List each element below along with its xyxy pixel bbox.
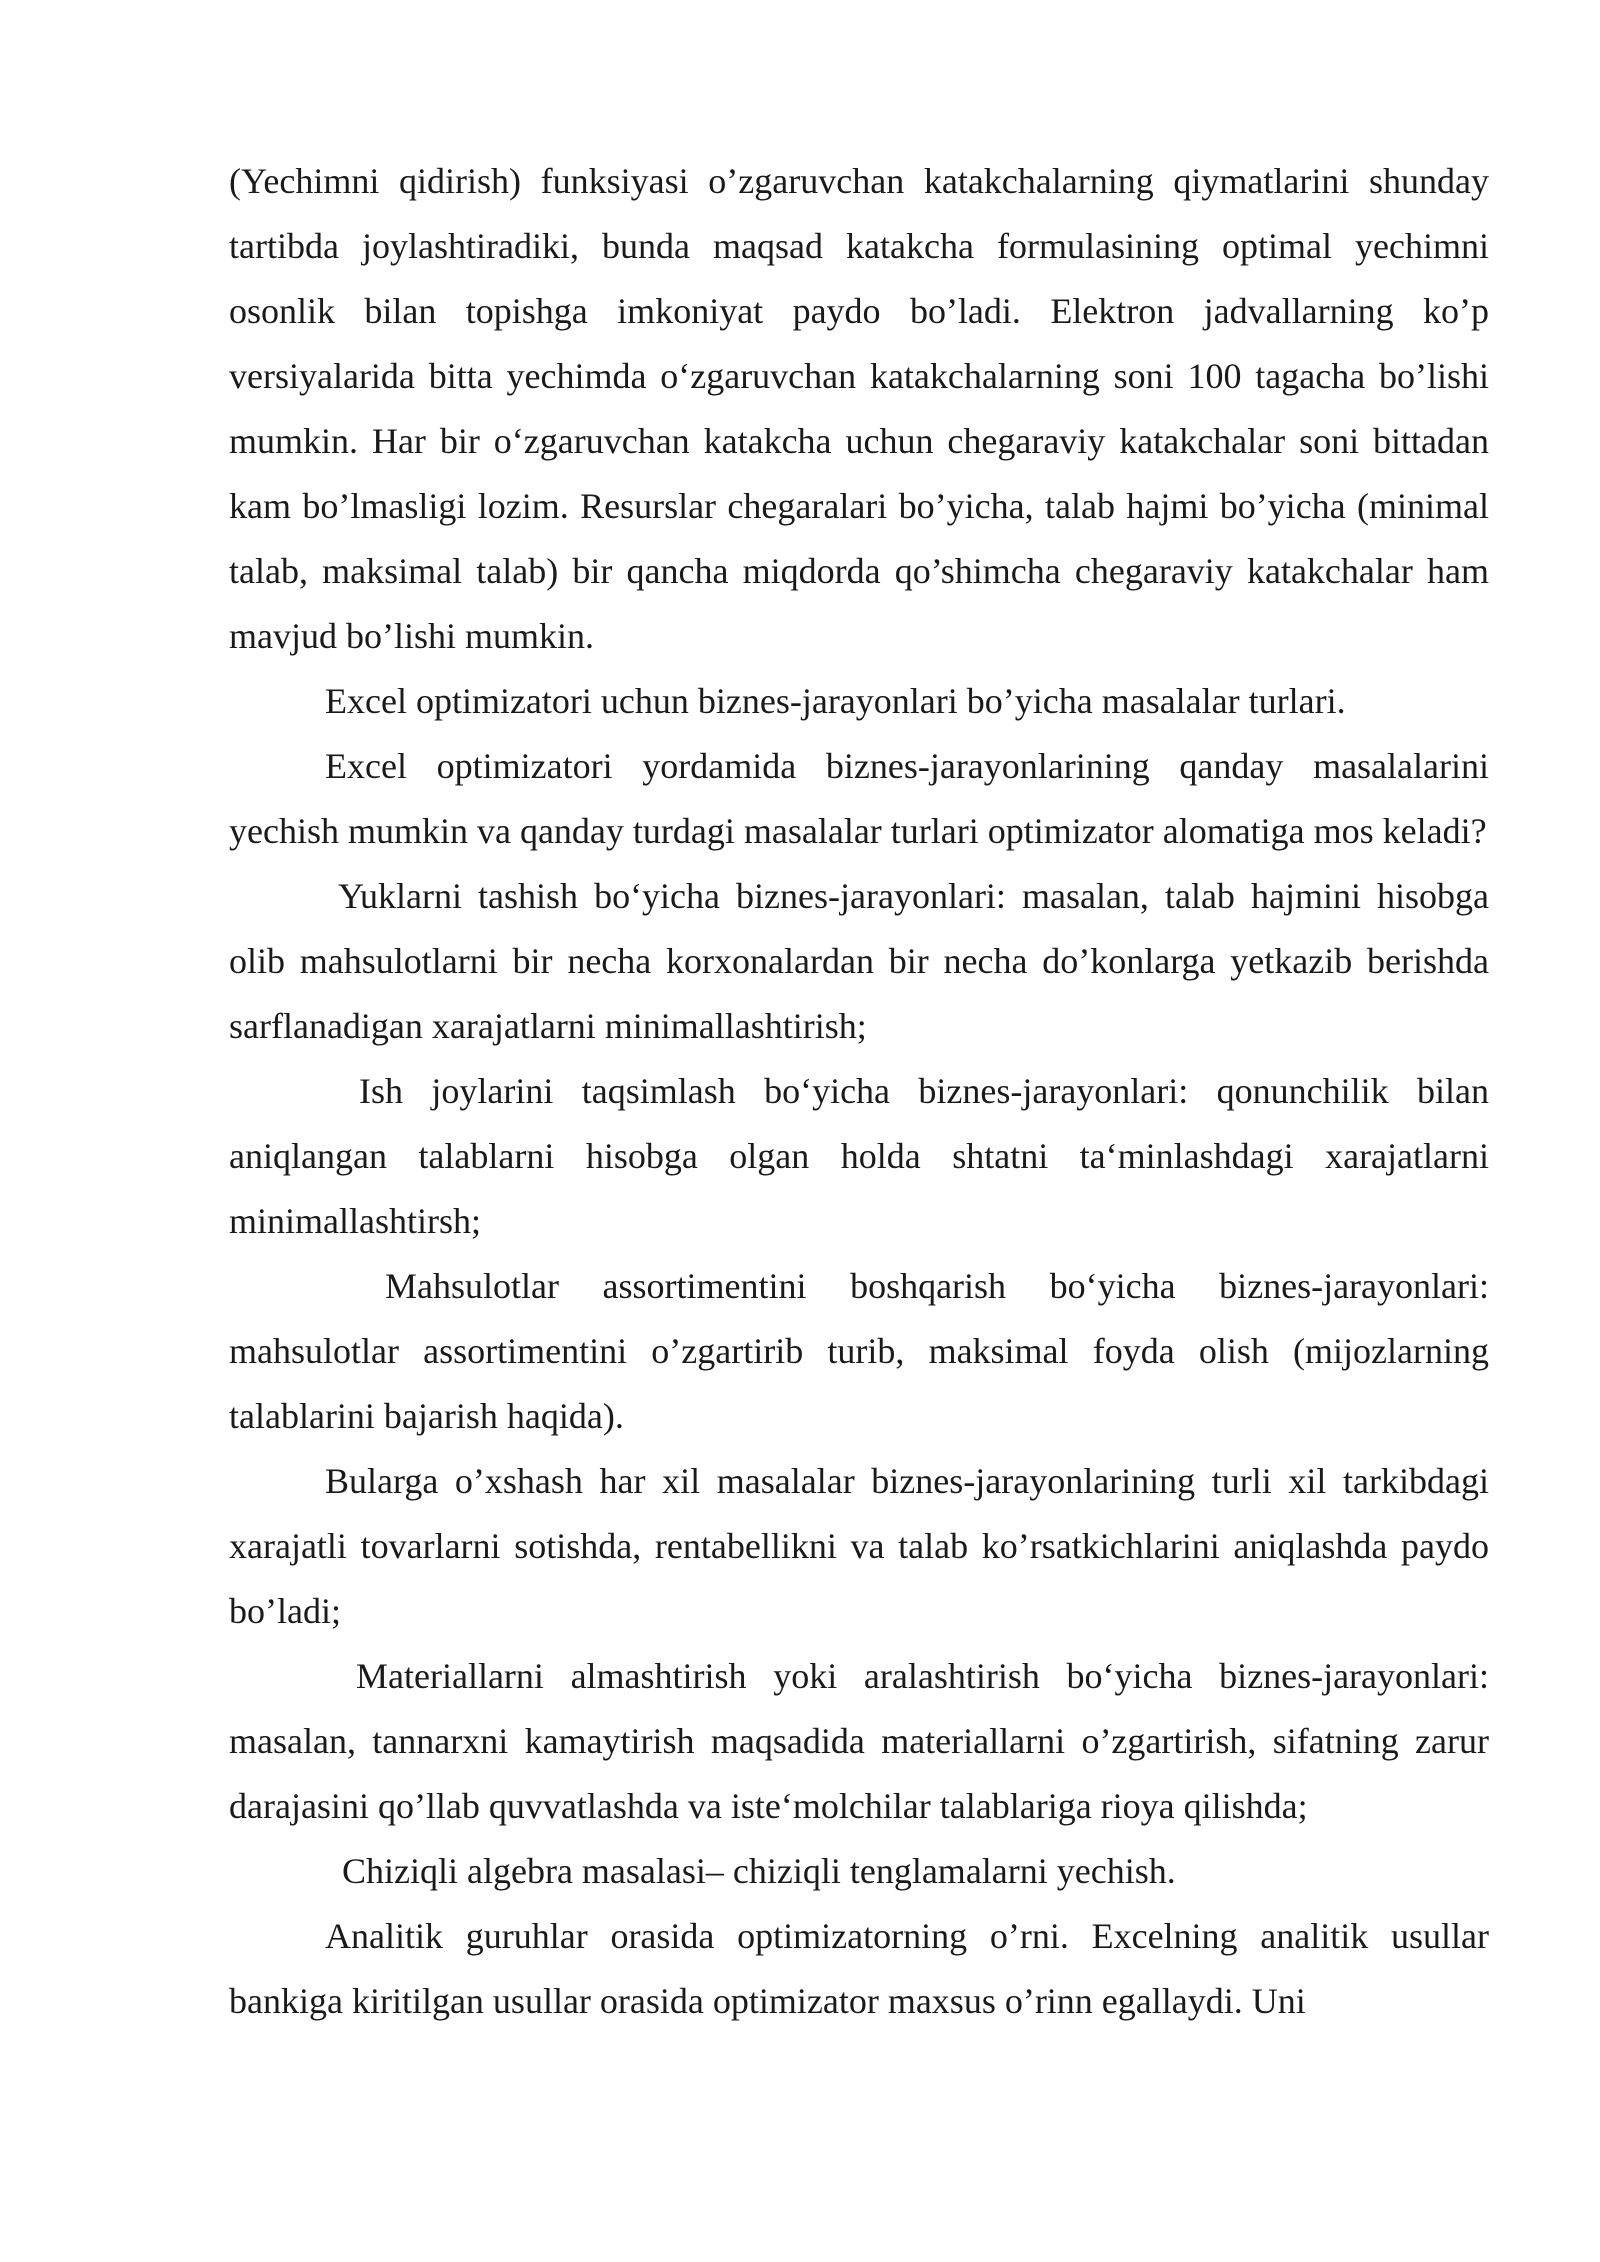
paragraph-materials: Materiallarni almashtirish yoki aralashtirish bo‘yicha biznes-jarayonlari: masalan, tannarxni kamaytirish maqsadida materiallarni o’zgartirish, sifatning zarur darajasini qo’llab quvvatlashda va iste‘molchilar talablariga rioya qilishda; <box>229 1656 1489 1826</box>
paragraph-question: Excel optimizatori yordamida biznes-jarayonlarining qanday masalalarini yechish mumkin va qanday turdagi masalalar turlari optimizator alomatiga mos keladi? <box>229 746 1489 851</box>
paragraph-linear-algebra: Chiziqli algebra masalasi– chiziqli tenglamalarni yechish. <box>342 1851 1176 1891</box>
paragraph-assortment: Mahsulotlar assortimentini boshqarish bo‘yicha biznes-jarayonlari: mahsulotlar assortimentini o’zgartirib turib, maksimal foyda olish (mijozlarning talablarini bajarish haqida). <box>229 1266 1489 1436</box>
paragraph-task-types-heading: Excel optimizatori uchun biznes-jarayonlari bo’yicha masalalar turlari. <box>325 681 1346 721</box>
paragraph-optimizer-role: Analitik guruhlar orasida optimizatorning o’rni. Excelning analitik usullar bankiga kiritilgan usullar orasida optimizator maxsus o’rinn egallaydi. Uni <box>229 1916 1489 2021</box>
paragraph-similar-tasks: Bularga o’xshash har xil masalalar biznes-jarayonlarining turli xil tarkibdagi xarajatli tovarlarni sotishda, rentabellikni va talab ko’rsatkichlarini aniqlashda paydo bo’ladi; <box>229 1461 1489 1631</box>
paragraph-solver-description: (Yechimni qidirish) funksiyasi o’zgaruvchan katakchalarning qiymatlarini shunday tartibda joylashtiradiki, bunda maqsad katakcha formulasining optimal yechimni osonlik bilan topishga imkoniyat paydo bo’ladi. Elektron jadvallarning ko’p versiyalarida bitta yechimda o‘zgaruvchan katakchalarning soni 100 tagacha bo’lishi mumkin. Har bir o‘zgaruvchan katakcha uchun chegaraviy katakchalar soni bittadan kam bo’lmasligi lozim. Resurslar chegaralari bo’yicha, talab hajmi bo’yicha (minimal talab, maksimal talab) bir qancha miqdorda qo’shimcha chegaraviy katakchalar ham mavjud bo’lishi mumkin. <box>229 161 1489 656</box>
paragraph-staffing: Ish joylarini taqsimlash bo‘yicha biznes-jarayonlari: qonunchilik bilan aniqlangan talablarni hisobga olgan holda shtatni ta‘minlashdagi xarajatlarni minimallashtirsh; <box>229 1071 1489 1241</box>
paragraph-transport: Yuklarni tashish bo‘yicha biznes-jarayonlari: masalan, talab hajmini hisobga olib mahsulotlarni bir necha korxonalardan bir necha do’konlarga yetkazib berishda sarflanadigan xarajatlarni minimallashtirish; <box>229 876 1489 1046</box>
document-body <box>229 149 1489 2034</box>
